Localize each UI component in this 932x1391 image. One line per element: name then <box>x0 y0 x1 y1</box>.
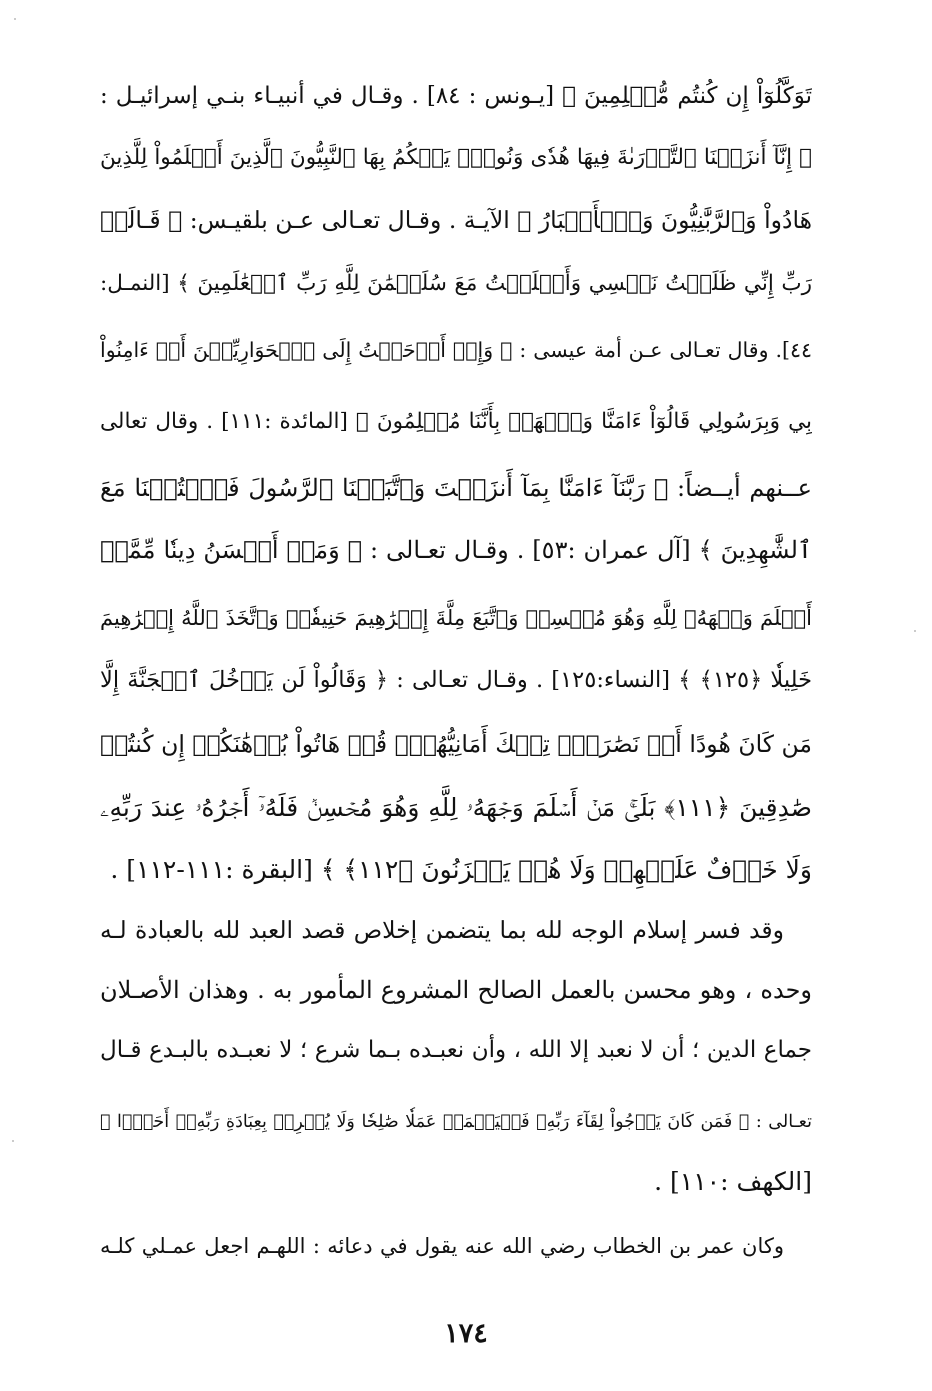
text-line: وَلَا خَوۡفٌ عَلَيۡهِمۡ وَلَا هُمۡ يَحۡزَنُونَ ﴿١١٢﴾ ﴾ [البقرة :١١١-١١٢] . <box>110 855 812 884</box>
scan-speck <box>14 18 16 20</box>
text-line: بِي وَبِرَسُولِي قَالُوٓاْ ءَامَنَّا وَٱشۡهَدۡ بِأَنَّنَا مُسۡلِمُونَ ﴾ [المائدة :١١١] . وقال تعالى <box>100 409 812 434</box>
text-line: هَادُواْ وَٱلرَّبَّٰنِيُّونَ وَٱلۡأَحۡبَارُ ﴾ الآيـة . وقـال تعـالى عـن بلقيـس: ﴿ قَـالَتۡ <box>100 206 812 234</box>
scan-speck <box>12 1140 14 1142</box>
text-line: تَوَكَّلُوٓاْ إِن كُنتُم مُّسۡلِمِينَ ﴾ [يـونس : ٨٤] . وقـال في أنبيـاء بنـي إسرائيـل : <box>100 83 812 109</box>
text-line: أَسۡلَمَ وَجۡهَهُۥ لِلَّهِ وَهُوَ مُحۡسِنٞ وَٱتَّبَعَ مِلَّةَ إِبۡرَٰهِيمَ حَنِيفٗاۗ وَٱتَّخَذَ ٱللَّهُ إِبۡرَٰهِيمَ <box>100 606 812 630</box>
text-line: رَبِّ إِنِّي ظَلَمۡتُ نَفۡسِي وَأَسۡلَمۡتُ مَعَ سُلَيۡمَٰنَ لِلَّهِ رَبِّ ٱلۡعَٰلَمِينَ ﴾ [النمـل: <box>100 271 812 296</box>
scan-speck <box>914 630 916 632</box>
text-line: عــنهم أيــضاً: ﴿ رَبَّنَآ ءَامَنَّا بِمَآ أَنزَلۡتَ وَٱتَّبَعۡنَا ٱلرَّسُولَ فَٱكۡتُبۡنَا مَعَ <box>100 474 812 502</box>
text-line: مَن كَانَ هُودًا أَوۡ نَصَٰرَىٰۗ تِلۡكَ أَمَانِيُّهُمۡۗ قُلۡ هَاتُواْ بُرۡهَٰنَكُمۡ إِن كُنتُمۡ <box>100 730 812 758</box>
text-line: صَٰدِقِينَ ﴿١١١﴾ بَلَىٰۚ مَنۡ أَسۡلَمَ وَجۡهَهُۥ لِلَّهِ وَهُوَ مُحۡسِنٞ فَلَهُۥٓ أَجۡرُهُۥ عِندَ رَبِّهِۦ <box>100 793 812 822</box>
text-line: ٤٤]. وقال تعـالى عـن أمة عيسى : ﴿ وَإِذۡ أَوۡحَيۡتُ إِلَى ٱلۡحَوَارِيِّـۧنَ أَنۡ ءَامِنُواْ <box>100 338 812 362</box>
text-line: خَلِيلٗا ﴿١٢٥﴾ ﴾ [النساء:١٢٥] . وقـال تعـالى : ﴿ وَقَالُواْ لَن يَدۡخُلَ ٱلۡجَنَّةَ إِلَّا <box>100 667 812 693</box>
text-line: وحده ، وهو محسن بالعمل الصالح المشروع المأمور به . وهذان الأصـلان <box>100 976 812 1004</box>
paragraph-first-line: وكان عمر بن الخطاب رضي الله عنه يقول في دعائه : اللهـم اجعل عمـلي كلـه <box>100 1234 784 1258</box>
text-line: [الكهف :١١٠] . <box>654 1167 812 1196</box>
text-line: ﴿ إِنَّآ أَنزَلۡنَا ٱلتَّوۡرَىٰةَ فِيهَا هُدٗى وَنُورٞۚ يَحۡكُمُ بِهَا ٱلنَّبِيُّونَ ٱلَّذِينَ أَسۡلَمُواْ لِلَّذِينَ <box>100 145 812 170</box>
paragraph-first-line: وقد فسر إسلام الوجه لله بما يتضمن إخلاص قصد العبد لله بالعبادة لـه <box>100 916 784 944</box>
text-line: تعـالى : ﴿ فَمَن كَانَ يَرۡجُواْ لِقَآءَ رَبِّهِۦ فَلۡيَعۡمَلۡ عَمَلٗا صَٰلِحٗا وَلَا يُشۡرِكۡ بِعِبَادَةِ رَبِّهِۦٓ أَحَدَۢا ﴾ <box>100 1112 812 1132</box>
text-line: جماع الدين ؛ أن لا نعبد إلا الله ، وأن نعبـده بـما شرع ؛ لا نعبـده بالبـدع قـال <box>100 1037 812 1063</box>
page-number: ١٧٤ <box>444 1318 488 1349</box>
text-line: ٱلشَّٰهِدِينَ ﴾ [آل عمران :٥٣] . وقـال تعـالى : ﴿ وَمَنۡ أَحۡسَنُ دِينٗا مِّمَّنۡ <box>100 536 812 564</box>
